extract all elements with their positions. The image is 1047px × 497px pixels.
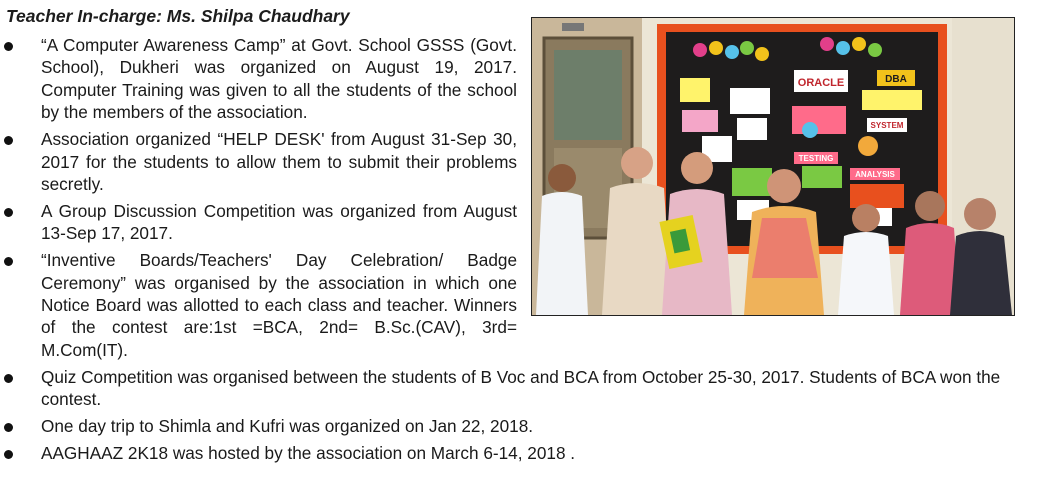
oracle-label: ORACLE	[797, 77, 845, 89]
list-item-text: “A Computer Awareness Camp” at Govt. School GSSS (Govt. School), Dukheri was organized on August 19, 2017. Computer Training was given to all the students of the school by the members of the association.	[41, 35, 517, 123]
list-item-text: One day trip to Shimla and Kufri was organized on Jan 22, 2018.	[41, 416, 534, 436]
list-item	[0, 366, 1040, 411]
group-photo-illustration	[532, 18, 1014, 315]
bullet-icon	[4, 374, 13, 383]
group-photo	[531, 17, 1015, 316]
list-item-text: Association organized “HELP DESK' from August 31-Sep 30, 2017 for the students to allow them to submit their problems secretly.	[41, 129, 517, 194]
teacher-incharge-heading: Teacher In-charge: Ms. Shilpa Chaudhary	[6, 6, 350, 26]
dba-label: DBA	[885, 74, 907, 85]
analysis-label: ANALYSIS	[855, 170, 895, 179]
bullet-icon	[4, 257, 13, 266]
list-item-text: Quiz Competition was organised between the students of B Voc and BCA from October 25-30, 2017. Students of BCA won the contest.	[41, 366, 1001, 410]
list-item-text: A Group Discussion Competition was organized from August 13-Sep 17, 2017.	[41, 200, 517, 244]
testing-label: TESTING	[798, 154, 834, 163]
list-item	[0, 442, 1040, 464]
list-item	[0, 415, 1040, 437]
system-label: SYSTEM	[870, 121, 904, 130]
bullet-icon	[4, 450, 13, 459]
list-item-text: “Inventive Boards/Teachers' Day Celebration/ Badge Ceremony” was organised by the association in which one Notice Board was allotted to each class and teacher. Winners of the contest are:1st =BCA, 2nd= B.Sc.(CAV), 3rd= M.Com(IT).	[41, 250, 517, 360]
bullet-icon	[4, 136, 13, 145]
bullet-icon	[4, 423, 13, 432]
bullet-icon	[4, 208, 13, 217]
list-item-text: AAGHAAZ 2K18 was hosted by the association on March 6-14, 2018 .	[41, 442, 576, 463]
bullet-icon	[4, 42, 13, 51]
